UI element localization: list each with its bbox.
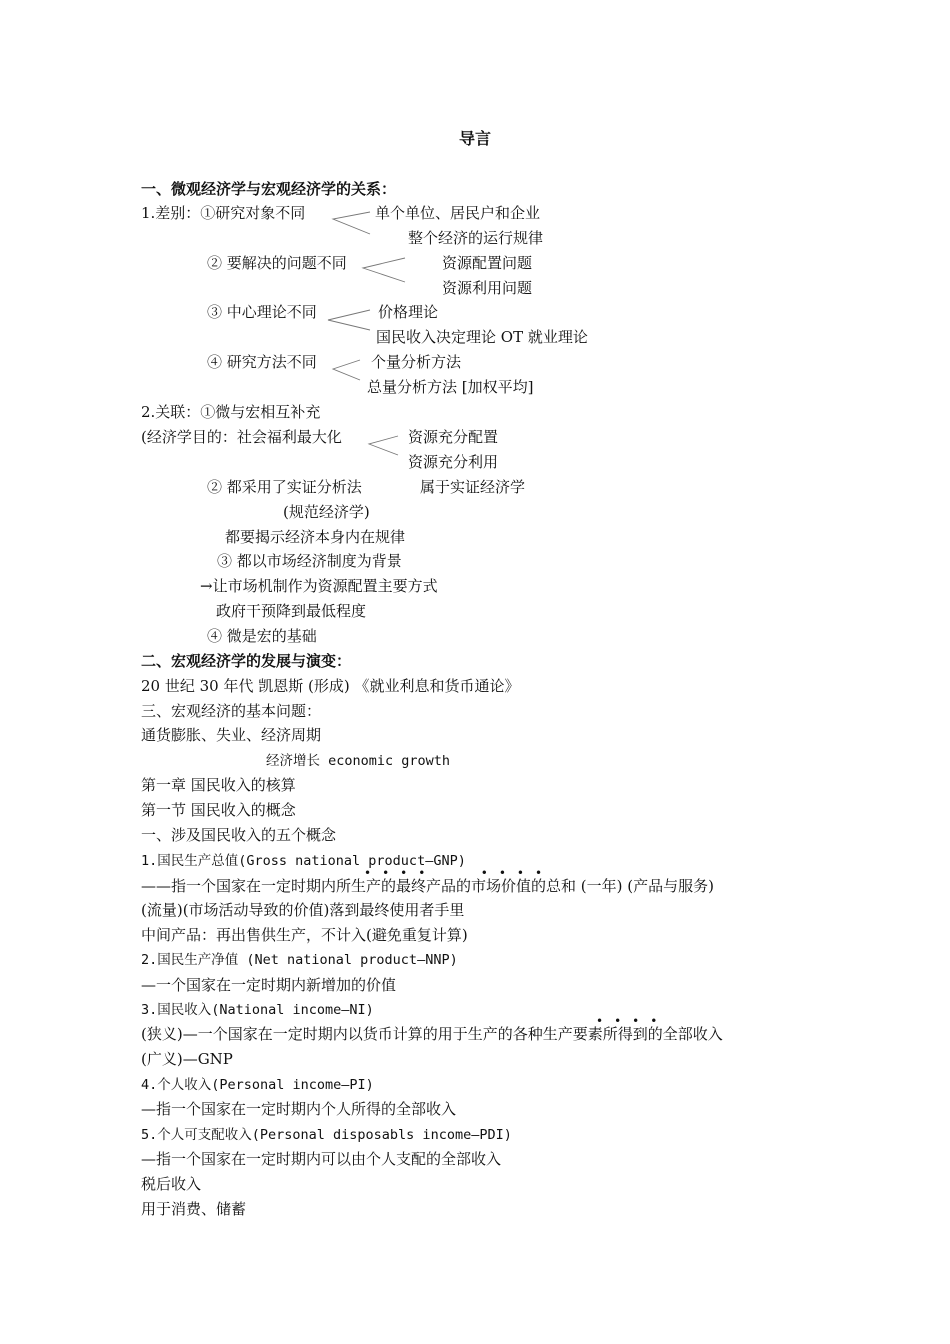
page-title: 导言 [459,129,492,148]
bracket-diff4 [333,360,360,380]
rel3-a: →让市场机制作为资源配置主要方式 [200,577,438,595]
diff1-b: 整个经济的运行规律 [408,229,544,247]
bracket-diff3 [328,310,370,330]
section2-heading: 二、宏观经济学的发展与演变： [141,652,352,670]
rel2-law: 都要揭示经济本身内在规律 [225,528,406,546]
goal-b: 资源充分利用 [408,453,499,471]
pdi-title: 5.个人可支配收入(Personal disposabls income—PDI) [141,1127,512,1143]
section1-heading: 一、微观经济学与宏观经济学的关系： [141,180,397,198]
diff2: ② 要解决的问题不同 [207,254,347,272]
emphasis-dots-1: •••• •••• [364,866,554,880]
bracket-goal [369,436,398,455]
nnp-title: 2.国民生产净值 (Net national product—NNP) [141,952,458,968]
diff2-a: 资源配置问题 [442,254,533,272]
rel2-norm: (规范经济学) [283,503,370,521]
diff2-b: 资源利用问题 [442,279,533,297]
rel2: ② 都采用了实证分析法 [207,478,362,496]
pi-def: —指一个国家在一定时期内个人所得的全部收入 [141,1100,457,1118]
diff3-b: 国民收入决定理论 OT 就业理论 [376,328,588,346]
section3-line1: 通货膨胀、失业、经济周期 [141,726,322,744]
bracket-diff2 [363,258,405,282]
goal-a: 资源充分配置 [408,428,499,446]
rel-label: 2.关联：①微与宏相互补充 [141,403,321,421]
rel3: ③ 都以市场经济制度为背景 [217,552,402,570]
gnp-flow: (流量)(市场活动导致的价值)落到最终使用者手里 [141,901,465,919]
goal: (经济学目的：社会福利最大化 [141,428,342,446]
emphasis-dots-2: •••• [596,1014,669,1028]
pi-title: 4.个人收入(Personal income—PI) [141,1077,374,1093]
nnp-def: —一个国家在一定时期内新增加的价值 [141,976,397,994]
section-title: 第一节 国民收入的概念 [141,801,296,819]
ni-broad: (广义)—GNP [141,1050,233,1068]
chapter-title: 第一章 国民收入的核算 [141,776,296,794]
diff-label: 1.差别：①研究对象不同 [141,204,306,222]
diff4-a: 个量分析方法 [371,353,462,371]
bracket-diff1 [333,212,370,234]
pdi-def: —指一个国家在一定时期内可以由个人支配的全部收入 [141,1150,502,1168]
section3-heading: 三、宏观经济的基本问题： [141,702,322,720]
rel3-b: 政府干预降到最低程度 [216,602,367,620]
diff3: ③ 中心理论不同 [207,303,317,321]
rel4: ④ 微是宏的基础 [207,627,317,645]
diff4-b: 总量分析方法 [加权平均] [367,378,534,396]
section2-line1: 20 世纪 30 年代 凯恩斯 (形成) 《就业利息和货币通论》 [141,677,520,695]
gnp-def: ——指一个国家在一定时期内所生产的最终产品的市场价值的总和 (一年) (产品与服务) [141,877,714,895]
after-tax: 税后收入 [141,1175,202,1193]
rel2-right: 属于实证经济学 [420,478,526,496]
ni-narrow: (狭义)—一个国家在一定时期内以货币计算的用于生产的各种生产要素所得到的全部收入 [141,1025,723,1043]
diff3-a: 价格理论 [378,303,439,321]
ni-title: 3.国民收入(National income—NI) [141,1002,374,1018]
intermediate-goods: 中间产品：再出售供生产，不计入(避免重复计算) [141,926,468,944]
diff4: ④ 研究方法不同 [207,353,317,371]
use-line: 用于消费、储蓄 [141,1200,247,1218]
five-concepts: 一、涉及国民收入的五个概念 [141,826,337,844]
section3-line2: 经济增长 economic growth [266,753,451,769]
diff1-a: 单个单位、居民户和企业 [375,204,541,222]
gnp-title: 1.国民生产总值(Gross national product—GNP) [141,853,466,869]
